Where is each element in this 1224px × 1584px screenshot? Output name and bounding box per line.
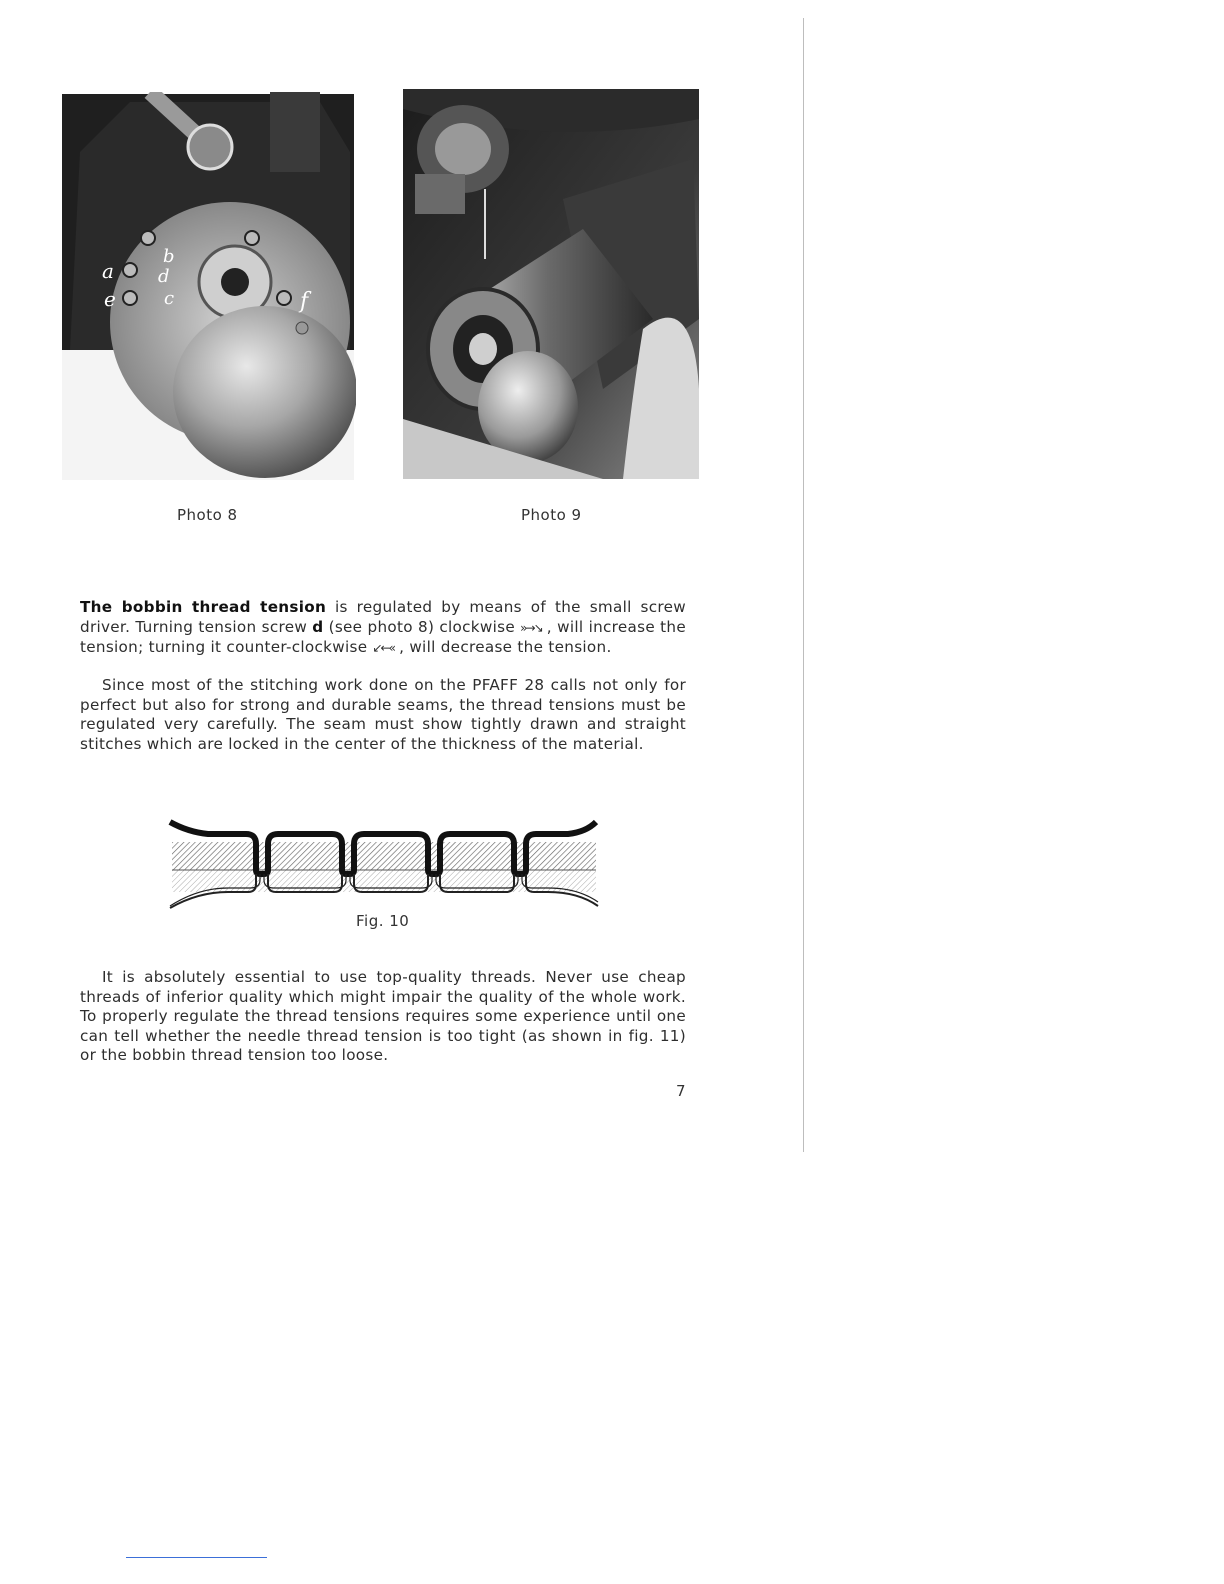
- photo-9-illustration: [403, 89, 699, 479]
- bottom-accent-rule: [126, 1557, 267, 1558]
- label-c: c: [164, 288, 175, 309]
- vertical-scan-edge: [803, 18, 804, 1152]
- figure-10: [168, 818, 600, 914]
- photo-8: [60, 92, 356, 482]
- paragraph1-part1: is regulated by means of the small screw driver. Turning tension screw: [80, 598, 686, 636]
- figure-10-caption: Fig. 10: [356, 912, 410, 930]
- seam-cross-section-diagram: [168, 818, 600, 914]
- label-f: f: [300, 289, 309, 314]
- label-a: a: [102, 259, 114, 283]
- paragraph1-part2: (see photo 8) clockwise: [323, 617, 521, 636]
- paragraph-bobbin-tension: [80, 598, 686, 659]
- paragraph1-part3: , will increase the tension; turning it counter-clockwise: [80, 617, 687, 656]
- photo-8-caption: Photo 8: [177, 506, 238, 524]
- bold-screw-d: d: [312, 617, 324, 636]
- label-b: b: [163, 246, 175, 267]
- paragraph-seam-quality: Since most of the stitching work done on the PFAFF 28 calls not only for perfect but also for strong and durable seams, the thread tensions must be regulated very carefully. The seam must show tightly drawn and straight stitches which are locked in the center of the thickness of the material.: [80, 676, 686, 753]
- paragraph1-part4: , will decrease the tension.: [393, 638, 612, 656]
- label-d: d: [158, 266, 170, 287]
- paragraph-thread-quality: It is absolutely essential to use top-quality threads. Never use cheap threads of inferior quality which might impair the quality of the whole work. To properly regulate the thread tensions requires some experience until one can tell whether the needle thread tension is too tight (as shown in fig. 11) or the bobbin thread tension too loose.: [80, 968, 686, 1064]
- page-number: 7: [676, 1082, 686, 1100]
- photo-9: [403, 89, 699, 479]
- bold-lead: The bobbin thread tension: [80, 598, 327, 616]
- counter-clockwise-arrow-icon: ↙←«: [372, 641, 394, 655]
- photo-8-illustration: [60, 92, 356, 482]
- clockwise-arrow-icon: »→↘: [520, 620, 542, 635]
- label-e: e: [104, 287, 116, 311]
- photo-9-caption: Photo 9: [521, 506, 582, 524]
